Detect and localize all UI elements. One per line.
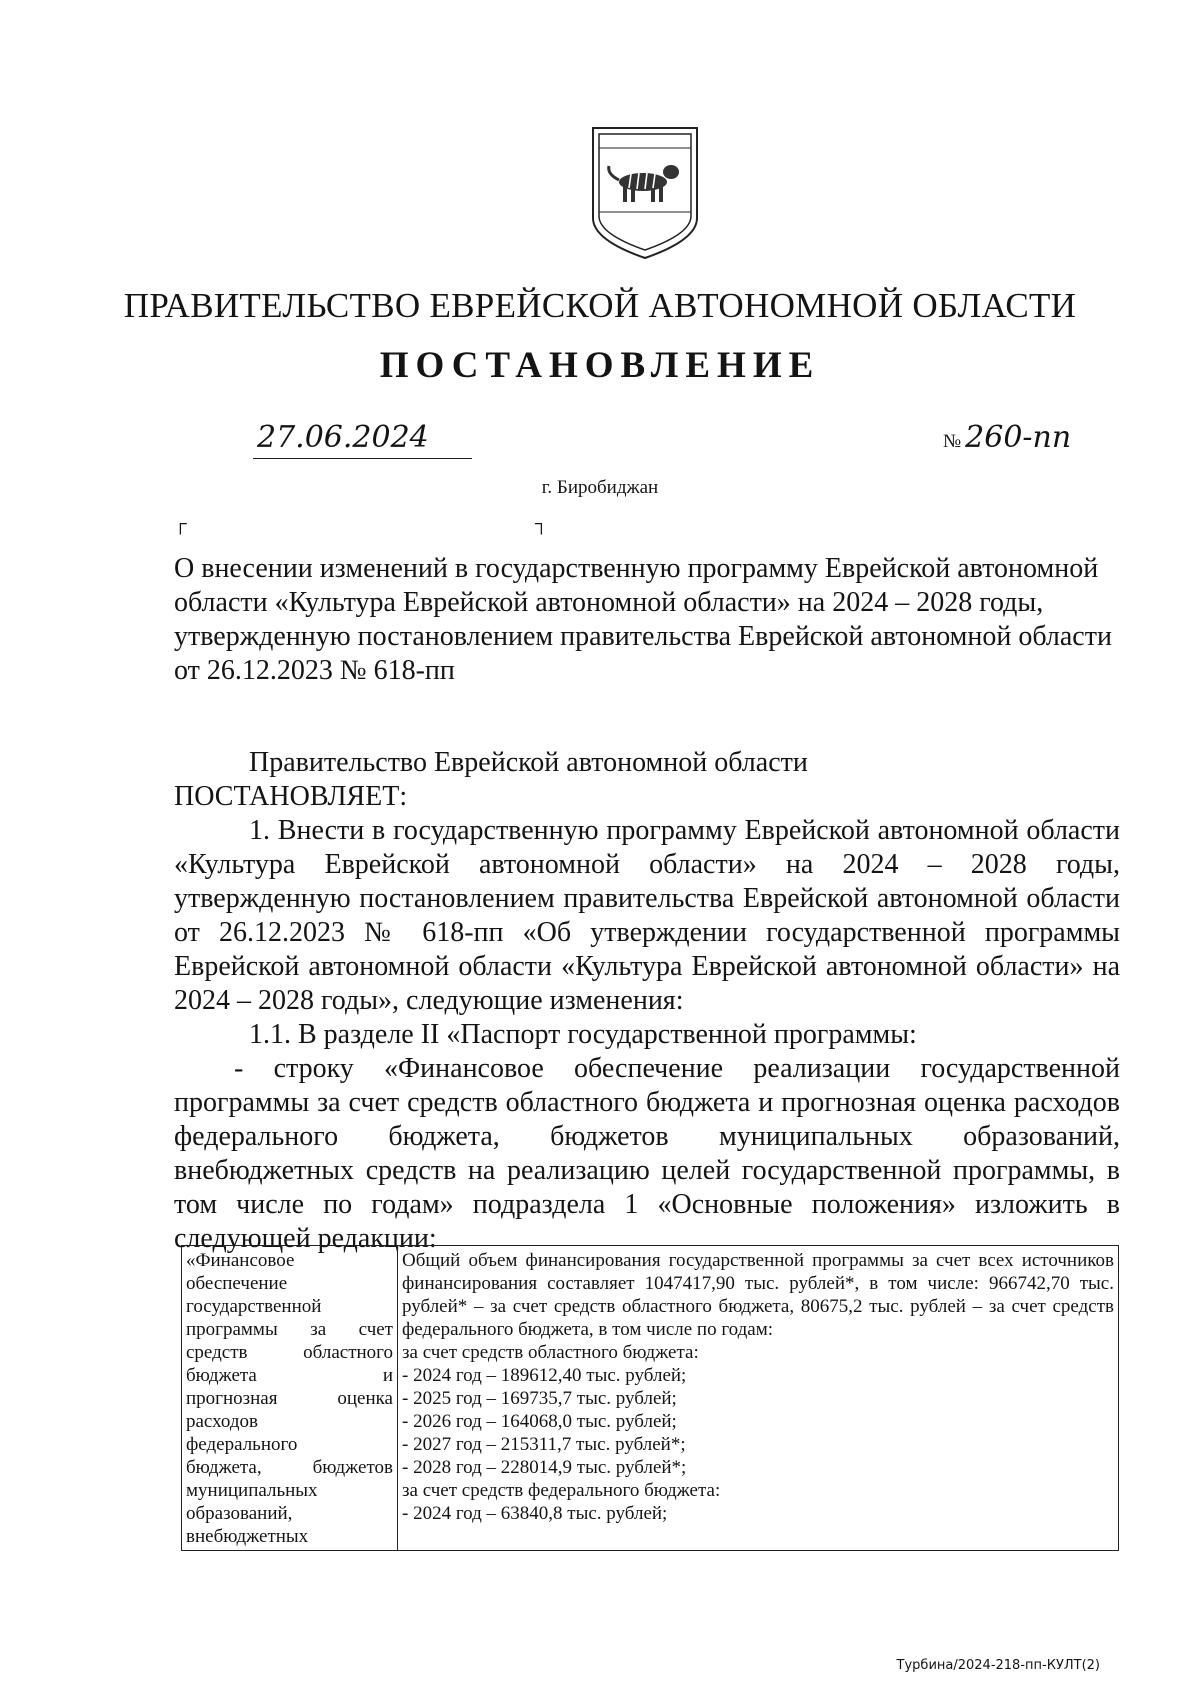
government-title: ПРАВИТЕЛЬСТВО ЕВРЕЙСКОЙ АВТОНОМНОЙ ОБЛАСТИ — [123, 286, 1077, 325]
document-body — [174, 746, 1120, 1256]
left-corner-mark: ┌ — [174, 513, 187, 533]
table-cell-value — [398, 1246, 1119, 1551]
regional-year-line: - 2024 год – 189612,40 тыс. рублей; — [402, 1365, 687, 1386]
regional-year-line: - 2025 год – 169735,7 тыс. рублей; — [402, 1388, 677, 1409]
regional-year-line: - 2026 год – 164068,0 тыс. рублей; — [402, 1411, 677, 1432]
decree-word: ПОСТАНОВЛЯЕТ: — [174, 781, 408, 812]
label-line: бюджета, бюджетов — [186, 1457, 393, 1478]
label-line: государственной — [186, 1296, 322, 1317]
document-number — [943, 420, 1088, 458]
label-line: бюджета и — [186, 1365, 393, 1386]
document-number-value: 260-пп — [965, 420, 1072, 455]
label-line: муниципальных — [186, 1480, 318, 1501]
item-1-1: 1.1. В разделе II «Паспорт государственной программы: — [249, 1019, 917, 1050]
number-sign: № — [943, 431, 962, 452]
regional-year-line: - 2028 год – 228014,9 тыс. рублей*; — [402, 1457, 687, 1478]
document-code-footer: Турбина/2024-218-пп-КУЛТ(2) — [896, 1658, 1100, 1673]
tiger-coat-of-arms-icon — [585, 122, 705, 262]
subject-line: О внесении изменений в государственную программу Еврейской автономной — [174, 553, 1099, 584]
government-line: Правительство Еврейской автономной области — [249, 747, 808, 778]
subject-line: утвержденную постановлением правительства Еврейской автономной области — [174, 621, 1112, 652]
label-line: прогнозная оценка — [186, 1388, 393, 1409]
document-date: 27.06.2024 — [253, 420, 472, 459]
federal-year-line: - 2024 год – 63840,8 тыс. рублей; — [402, 1503, 668, 1524]
label-line: программы за счет — [186, 1319, 393, 1340]
table-row — [182, 1246, 1119, 1551]
city-label: г. Биробиджан — [541, 477, 659, 498]
subject-line: области «Культура Еврейской автономной области» на 2024 – 2028 годы, — [174, 587, 1044, 618]
label-line: обеспечение — [186, 1273, 288, 1294]
label-line: образований, — [186, 1503, 293, 1524]
label-line: внебюджетных — [186, 1526, 309, 1547]
subject-line: от 26.12.2023 № 618-пп — [174, 655, 455, 686]
item-1-1-text: - строку «Финансовое обеспечение реализации государственной программы за счет средств областного бюджета и прогнозная оценка расходов федерального бюджета, бюджетов муниципальных образований, внебюджетных средств на реализацию целей государственной программы, в том числе по годам» подраздела 1 «Основные положения» изложить в следующей редакции: — [174, 1053, 1120, 1254]
label-line: «Финансовое — [186, 1250, 295, 1271]
financing-intro: Общий объем финансирования государственной программы за счет всех источников финансирования составляет 1047417,90 тыс. рублей*, в том числе: 966742,70 тыс. рублей* – за счет средств областного бюджета, 80675,2 тыс. рублей – за счет средств федерального бюджета, в том числе по годам: — [402, 1250, 1114, 1340]
label-line: федерального — [186, 1434, 298, 1455]
regional-heading: за счет средств областного бюджета: — [402, 1342, 699, 1363]
passport-table — [181, 1245, 1119, 1551]
table-cell-label — [182, 1246, 398, 1551]
federal-heading: за счет средств федерального бюджета: — [402, 1480, 721, 1501]
item-1: 1. Внести в государственную программу Еврейской автономной области «Культура Еврейской автономной области» на 2024 – 2028 годы, утвержденную постановлением правительства Еврейской автономной области от 26.12.2023 № 618-пп «Об утверждении государственной программы Еврейской автономной области «Культура Еврейской автономной области» на 2024 – 2028 годы», следующие изменения: — [174, 815, 1120, 1016]
label-line: средств областного — [186, 1342, 393, 1363]
right-corner-mark: ┐ — [535, 513, 548, 533]
regional-year-line: - 2027 год – 215311,7 тыс. рублей*; — [402, 1434, 686, 1455]
document-type-heading: ПОСТАНОВЛЕНИЕ — [379, 345, 821, 386]
label-line: расходов — [186, 1411, 258, 1432]
document-subject — [174, 552, 1124, 688]
